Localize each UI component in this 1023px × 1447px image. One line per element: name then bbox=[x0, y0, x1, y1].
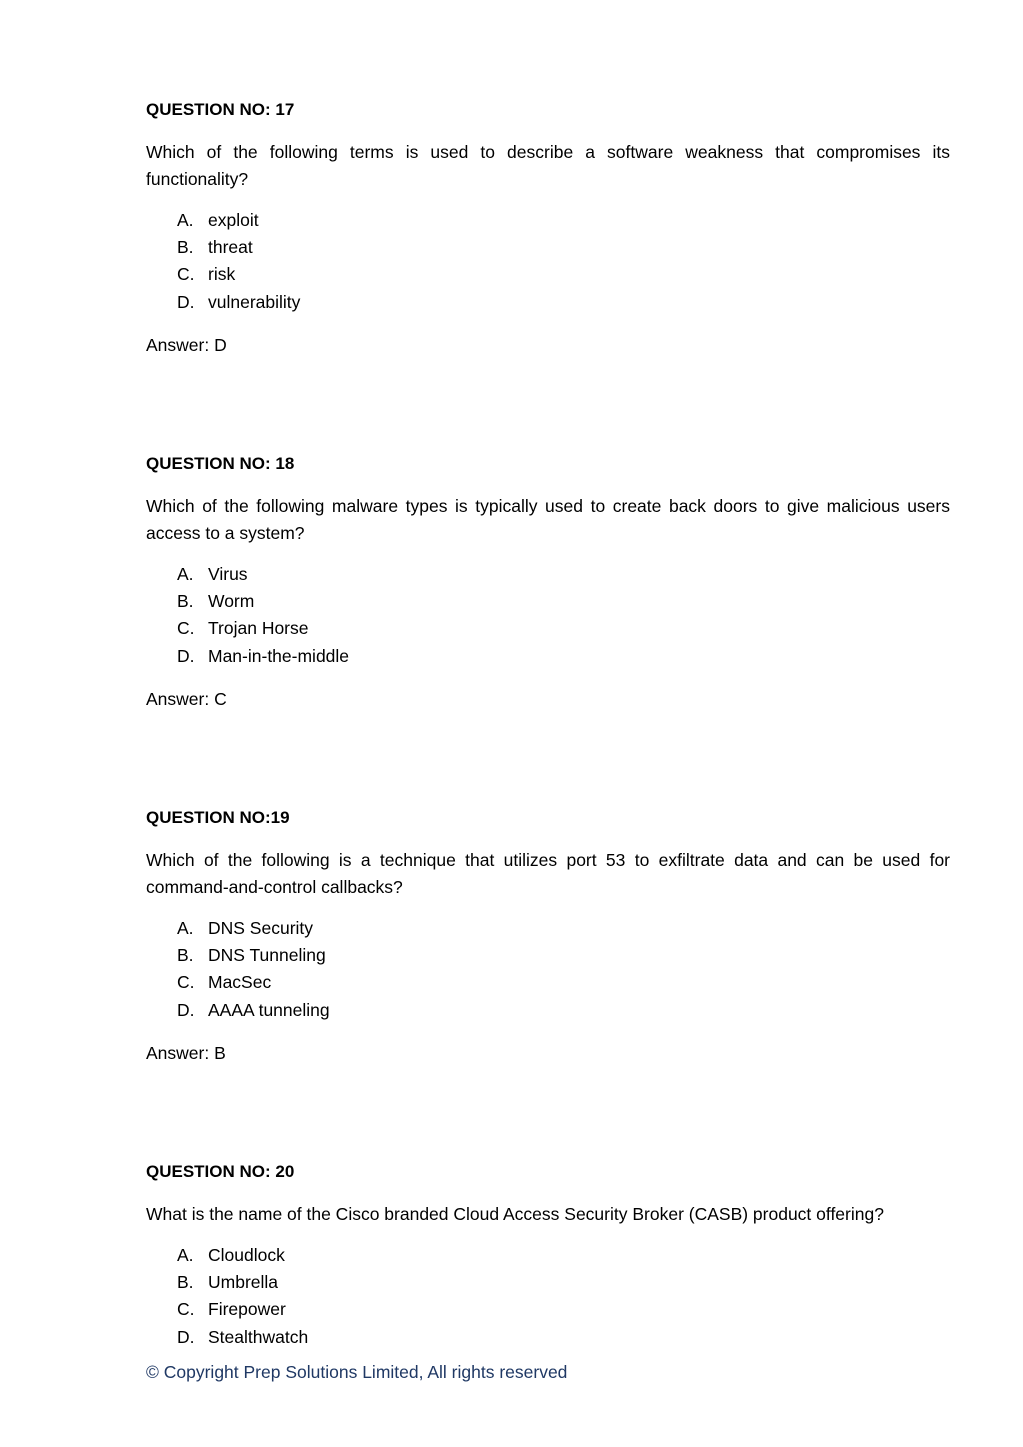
option-text: DNS Tunneling bbox=[208, 945, 326, 966]
question-17 bbox=[146, 99, 950, 356]
option-letter: D. bbox=[177, 291, 195, 312]
question-text: What is the name of the Cisco branded Cloud Access Security Broker (CASB) product offering? bbox=[146, 1204, 884, 1224]
option-letter: C. bbox=[177, 972, 195, 993]
option-text: Worm bbox=[208, 591, 255, 612]
option-letter: B. bbox=[177, 1272, 194, 1293]
option-text: exploit bbox=[208, 210, 259, 230]
question-title: QUESTION NO: 18 bbox=[146, 454, 295, 473]
option-text: Umbrella bbox=[208, 1272, 279, 1293]
option-text: Man-in-the-middle bbox=[208, 645, 350, 666]
question-title: QUESTION NO: 20 bbox=[146, 1162, 295, 1181]
question-title: QUESTION NO:19 bbox=[146, 808, 290, 827]
option-d bbox=[177, 289, 950, 316]
option-a bbox=[177, 207, 950, 234]
option-d bbox=[177, 643, 950, 670]
option-text: MacSec bbox=[208, 972, 272, 993]
option-c bbox=[177, 261, 950, 288]
option-text: Cloudlock bbox=[208, 1245, 285, 1265]
question-19 bbox=[146, 807, 950, 1064]
option-b bbox=[177, 942, 950, 969]
option-list bbox=[146, 915, 950, 1024]
option-letter: B. bbox=[177, 591, 194, 612]
option-letter: A. bbox=[177, 564, 194, 584]
option-letter: A. bbox=[177, 918, 194, 938]
option-list bbox=[146, 1242, 950, 1351]
question-text: Which of the following terms is used to describe a software weakness that compromises its functionality? bbox=[146, 142, 950, 189]
option-letter: C. bbox=[177, 1299, 195, 1320]
question-title: QUESTION NO: 17 bbox=[146, 100, 295, 119]
option-d bbox=[177, 1324, 950, 1351]
option-text: Stealthwatch bbox=[208, 1326, 309, 1347]
option-list bbox=[146, 207, 950, 316]
option-text: Trojan Horse bbox=[208, 618, 309, 639]
option-text: AAAA tunneling bbox=[208, 999, 330, 1020]
option-letter: A. bbox=[177, 210, 194, 230]
option-a bbox=[177, 561, 950, 588]
option-letter: B. bbox=[177, 945, 194, 966]
option-c bbox=[177, 969, 950, 996]
option-text: Firepower bbox=[208, 1299, 286, 1320]
option-text: Virus bbox=[208, 564, 248, 584]
option-b bbox=[177, 588, 950, 615]
option-d bbox=[177, 997, 950, 1024]
option-a bbox=[177, 1242, 950, 1269]
option-c bbox=[177, 615, 950, 642]
option-list bbox=[146, 561, 950, 670]
option-b bbox=[177, 1269, 950, 1296]
question-20 bbox=[146, 1161, 950, 1351]
answer-text: Answer: D bbox=[146, 334, 227, 355]
question-text: Which of the following malware types is typically used to create back doors to give malicious users access to a system? bbox=[146, 496, 950, 543]
option-text: threat bbox=[208, 237, 253, 258]
answer-text: Answer: C bbox=[146, 688, 227, 709]
question-18 bbox=[146, 453, 950, 710]
option-letter: C. bbox=[177, 264, 195, 285]
option-letter: B. bbox=[177, 237, 194, 258]
option-b bbox=[177, 234, 950, 261]
option-a bbox=[177, 915, 950, 942]
question-text: Which of the following is a technique that utilizes port 53 to exfiltrate data and can be used for command-and-control callbacks? bbox=[146, 850, 950, 897]
option-c bbox=[177, 1296, 950, 1323]
option-letter: D. bbox=[177, 999, 195, 1020]
option-letter: C. bbox=[177, 618, 195, 639]
answer-text: Answer: B bbox=[146, 1042, 226, 1063]
option-text: vulnerability bbox=[208, 291, 301, 312]
option-letter: A. bbox=[177, 1245, 194, 1265]
option-text: DNS Security bbox=[208, 918, 314, 938]
option-letter: D. bbox=[177, 1326, 195, 1347]
option-letter: D. bbox=[177, 645, 195, 666]
option-text: risk bbox=[208, 264, 236, 285]
copyright-footer: © Copyright Prep Solutions Limited, All rights reserved bbox=[146, 1362, 568, 1382]
